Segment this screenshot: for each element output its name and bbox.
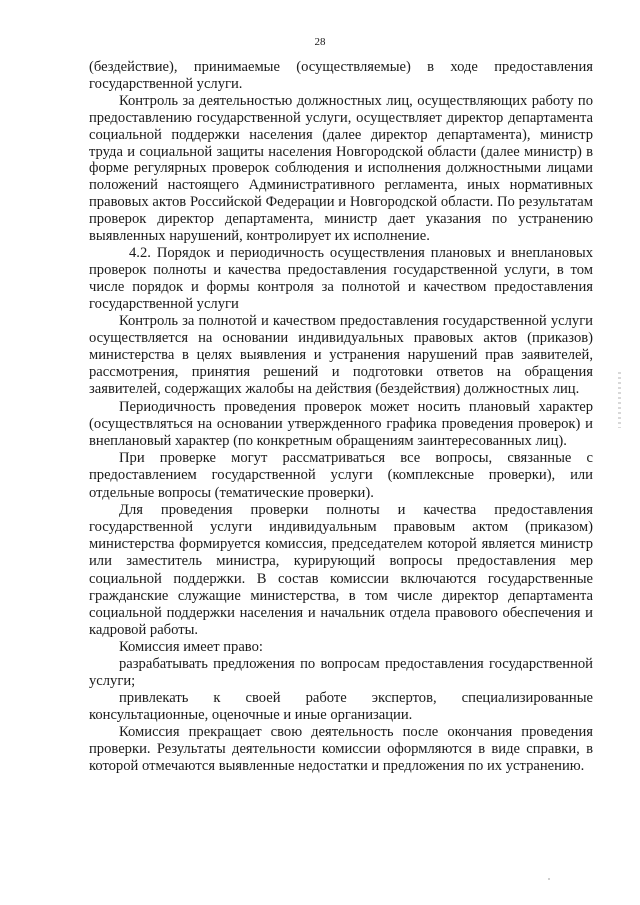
paragraph-continuation: (бездействие), принимаемые (осуществляемые) в ходе предоставления государственной услуги.: [89, 59, 593, 92]
paragraph-commission-termination: Комиссия прекращает свою деятельность после окончания проведения проверки. Результаты деятельности комиссии оформляются в виде справки, в которой отмечаются выявленные недостатки и предложения по их устранению.: [89, 723, 593, 774]
paragraph-control-officials: Контроль за деятельностью должностных лиц, осуществляющих работу по предоставлению государственной услуги, осуществляет директор департамента социальной поддержки населения (далее директор департамента), министр труда и социальной защиты населения Новгородской области (далее министр) в форме регулярных проверок соблюдения и исполнения должностными лицами положений настоящего Административного регламента, иных нормативных правовых актов Российской Федерации и Новгородской области. По результатам проверок директор департамента, министр дает указания по устранению выявленных нарушений, контролирует их исполнение.: [89, 92, 593, 245]
paragraph-inspection-scope: При проверке могут рассматриваться все вопросы, связанные с предоставлением государственной услуги (комплексные проверки), или отдельные вопросы (тематические проверки).: [89, 450, 593, 501]
margin-scan-mark: [618, 372, 621, 428]
scan-speck: [548, 878, 550, 880]
section-heading-4-2: 4.2. Порядок и периодичность осуществления плановых и внеплановых проверок полноты и качества предоставления государственной услуги, в том числе порядок и формы контроля за полнотой и качеством предоставления государственной услуги: [89, 244, 593, 312]
page-number: 28: [314, 36, 326, 48]
document-body: [89, 59, 593, 775]
paragraph-commission-rights: Комиссия имеет право:: [119, 639, 263, 656]
paragraph-periodicity: Периодичность проведения проверок может носить плановый характер (осуществляться на основании утвержденного графика проведения проверок) и внеплановый характер (по конкретным обращениям заинтересованных лиц).: [89, 398, 593, 450]
list-item-develop-proposals: разрабатывать предложения по вопросам предоставления государственной услуги;: [89, 656, 593, 690]
list-item-engage-experts: привлекать к своей работе экспертов, специализированные консультационные, оценочные и иные организации.: [89, 690, 593, 724]
paragraph-control-basis: Контроль за полнотой и качеством предоставления государственной услуги осуществляется на основании индивидуальных правовых актов (приказов) министерства в целях выявления и устранения нарушений прав заявителей, рассмотрения, принятия решений и подготовки ответов на обращения заявителей, содержащих жалобы на действия (бездействия) должностных лиц.: [89, 312, 593, 398]
paragraph-commission-formation: Для проведения проверки полноты и качества предоставления государственной услуги индивидуальным правовым актом (приказом) министерства формируется комиссия, председателем которой является министр или заместитель министра, курирующий вопросы предоставления мер социальной поддержки. В состав комиссии включаются государственные гражданские служащие министерства, в том числе директор департамента социальной поддержки населения и начальник отдела правового обеспечения и кадровой работы.: [89, 501, 593, 639]
